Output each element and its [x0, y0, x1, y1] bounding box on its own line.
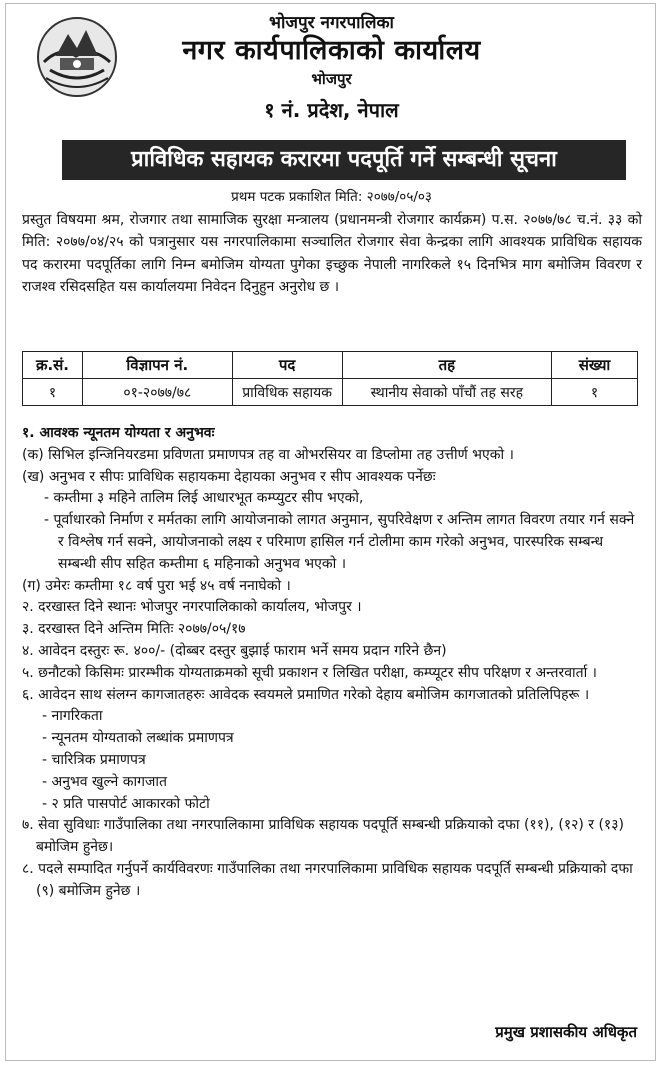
- section-8: ८. पदले सम्पादित गर्नुपर्ने कार्यविवरणः गाउँपालिका तथा नगरपालिकामा प्राविधिक सहायक पदपूर्ति सम्बन्धी प्रक्रियाको दफा (९) बमोजिम हुनेछ ।: [22, 860, 633, 899]
- intro-paragraph: प्रस्तुत विषयमा श्रम, रोजगार तथा सामाजिक सुरक्षा मन्त्रालय (प्रधानमन्त्री रोजगार कार्यक्रम) प.स. २०७७/७८ च.नं. ३३ को मिति: २०७७/०४/२५ को पत्रानुसार यस नगरपालिकामा सञ्चालित रोजगार सेवा केन्द्रका लागि आवश्यक प्राविधिक सहायक पद करारमा पदपूर्तिका लागि निम्न बमोजिम योग्यता पुगेका इच्छुक नेपाली नागरिकले १५ दिनभित्र माग बमोजिम विवरण र राजश्व रसिदसहित यस कार्यालयमा निवेदन दिनुहुन अनुरोध छ ।: [22, 212, 642, 295]
- table-row: [23, 379, 638, 406]
- cell-serial: १: [23, 379, 83, 406]
- section-1-kha: (ख) अनुभव र सीपः प्राविधिक सहायकमा देहायका अनुभव र सीप आवश्यक पर्नेछः: [22, 468, 436, 485]
- section-1-kha-item-2: - पूर्वाधारको निर्माण र मर्मतका लागि आयोजनाको लागत अनुमान, सुपरिवेक्षण र अन्तिम लागत विवरण तयार गर्न सक्ने र विश्लेष गर्न सक्ने, आयोजनाको लक्ष्य र परिमाण हासिल गर्न टोलीमा काम गरेको अनुभव, पारस्परिक सम्बन्ध सम्बन्धी सीप सहित कम्तीमा ६ महिनाको अनुभव भएको ।: [44, 512, 635, 572]
- section-6: ६. आवेदन साथ संलग्न कागजातहरुः आवेदक स्वयमले प्रमाणित गरेको देहाय बमोजिम कागजातको प्रतिलिपिहरू ।: [22, 686, 590, 703]
- list-item: - चारित्रिक प्रमाणपत्र: [42, 751, 146, 768]
- section-4: ४. आवेदन दस्तुरः रू. ४००/- (दोब्बर दस्तुर बुझाई फाराम भर्ने समय प्रदान गरिने छैन): [22, 642, 447, 659]
- section-5: ५. छनौटको किसिमः प्रारम्भीक योग्यताक्रमको सूची प्रकाशन र लिखित परीक्षा, कम्प्यूटर सीप परिक्षण र अन्तरवार्ता ।: [22, 664, 597, 681]
- vacancy-table: [22, 351, 638, 406]
- section-3: ३. दरखास्त दिने अन्तिम मितिः २०७७/०५/१७: [22, 621, 246, 638]
- signature-title: प्रमुख प्रशासकीय अधिकृत: [495, 1023, 637, 1041]
- list-item: - न्यूनतम योग्यताको लब्धांक प्रमाणपत्र: [42, 730, 234, 747]
- notice-body: [22, 423, 644, 903]
- cell-post: प्राविधिक सहायक: [232, 379, 342, 406]
- list-item: - नागरिकता: [42, 708, 103, 725]
- municipality-name: भोजपुर नगरपालिका: [269, 13, 394, 33]
- cell-level: स्थानीय सेवाको पाँचौं तह सरह: [342, 379, 552, 406]
- table-header-row: [23, 352, 638, 379]
- list-item: - २ प्रति पासपोर्ट आकारको फोटो: [42, 795, 210, 812]
- section-7: ७. सेवा सुविधाः गाउँपालिका तथा नगरपालिकामा प्राविधिक सहायक पदपूर्ति सम्बन्धी प्रक्रियाको दफा (११), (१२) र (१३) बमोजिम हुनेछ।: [22, 817, 624, 856]
- col-header-serial: क्र.सं.: [23, 352, 83, 379]
- province-name: १ नं. प्रदेश, नेपाल: [264, 98, 399, 122]
- col-header-level: तह: [342, 352, 552, 379]
- section-1-kha-item-1: - कम्तीमा ३ महिने तालिम लिई आधारभूत कम्प्युटर सीप भएको,: [44, 490, 364, 507]
- cell-count: १: [552, 379, 638, 406]
- office-name: नगर कार्यपालिकाको कार्यालय: [182, 35, 481, 66]
- publish-date: प्रथम पटक प्रकाशित मिति: २०७७/०५/०३: [231, 189, 432, 205]
- cell-ad-number: ०१-२०७७/७८: [82, 379, 232, 406]
- section-1-title: १. आवश्क न्यूनतम योग्यता र अनुभवः: [22, 425, 215, 441]
- office-place: भोजपुर: [311, 70, 352, 88]
- col-header-post: पद: [232, 352, 342, 379]
- section-2: २. दरखास्त दिने स्थानः भोजपुर नगरपालिकाको कार्यालय, भोजपुर ।: [22, 599, 362, 616]
- section-1-ka: (क) सिभिल इन्जिनियरडमा प्रविणता प्रमाणपत्र तह वा ओभरसियर वा डिप्लोमा तह उत्तीर्ण भएको ।: [22, 446, 514, 463]
- notice-title: प्राविधिक सहायक करारमा पदपूर्ति गर्ने सम्बन्धी सूचना: [62, 140, 626, 180]
- col-header-ad-number: विज्ञापन नं.: [82, 352, 232, 379]
- col-header-count: संख्या: [552, 352, 638, 379]
- section-1-ga: (ग) उमेरः कम्तीमा १८ वर्ष पुरा भई ४५ वर्ष ननाघेको ।: [22, 577, 291, 594]
- list-item: - अनुभव खुल्ने कागजात: [42, 773, 167, 790]
